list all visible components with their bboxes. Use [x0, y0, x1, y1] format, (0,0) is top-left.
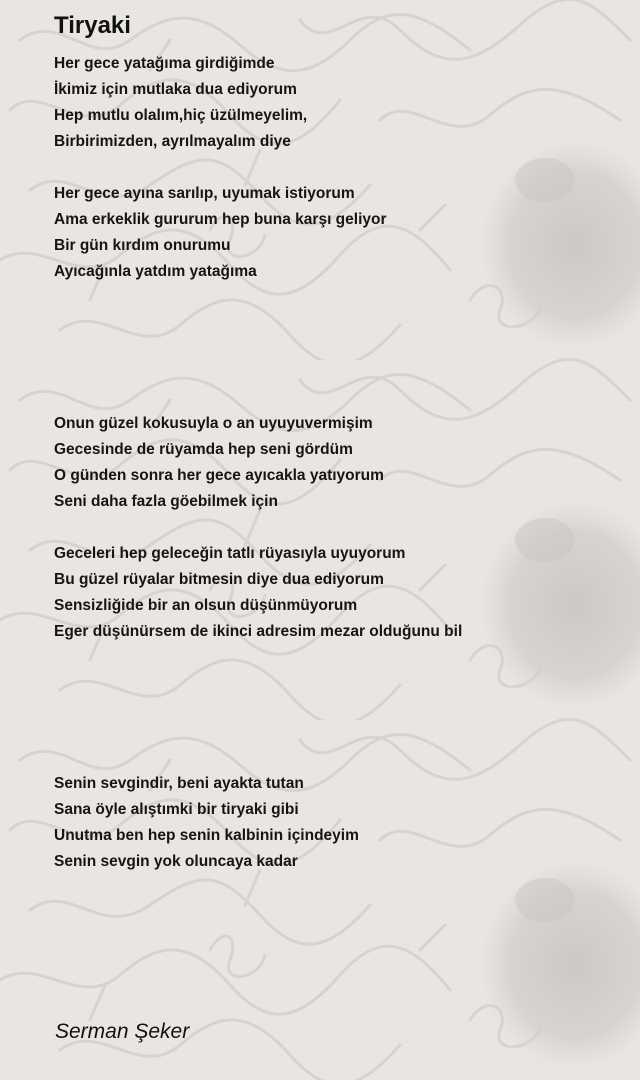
stanza-5 — [54, 771, 614, 875]
poem-line: O günden sonra her gece ayıcakla yatıyorum — [54, 467, 384, 484]
poem-line: Onun güzel kokusuyla o an uyuyuvermişim — [54, 415, 373, 432]
poem-line: Senin sevgindir, beni ayakta tutan — [54, 775, 304, 792]
poem-line: Bu güzel rüyalar bitmesin diye dua ediyorum — [54, 571, 384, 588]
poem-line: Hep mutlu olalım,hiç üzülmeyelim, — [54, 107, 308, 124]
poem-author: Serman Şeker — [55, 1020, 190, 1043]
poem-line: Senin sevgin yok oluncaya kadar — [54, 853, 298, 870]
poem-line: Eger düşünürsem de ikinci adresim mezar olduğunu bil — [54, 623, 463, 640]
stanza-1 — [54, 51, 614, 155]
poem-line: Ama erkeklik gururum hep buna karşı geliyor — [54, 211, 387, 228]
poem-line: Her gece ayına sarılıp, uyumak istiyorum — [54, 185, 355, 202]
poem-line: Her gece yatağıma girdiğimde — [54, 55, 275, 72]
stanza-4 — [54, 541, 614, 645]
poem-line: Birbirimizden, ayrılmayalım diye — [54, 133, 291, 150]
stanza-2 — [54, 181, 614, 285]
stanza-3 — [54, 411, 614, 515]
poem-line: Ayıcağınla yatdım yatağıma — [54, 263, 257, 280]
poem-line: Sana öyle alıştımki bir tiryaki gibi — [54, 801, 299, 818]
poem-line: Seni daha fazla göebilmek için — [54, 493, 278, 510]
poem-line: İkimiz için mutlaka dua ediyorum — [54, 81, 297, 98]
poem-line: Geceleri hep geleceğin tatlı rüyasıyla uyuyorum — [54, 545, 406, 562]
poem-line: Sensizliğide bir an olsun düşünmüyorum — [54, 597, 358, 614]
poem-title: Tiryaki — [54, 12, 131, 39]
poem-line: Gecesinde de rüyamda hep seni gördüm — [54, 441, 353, 458]
poem-line: Unutma ben hep senin kalbinin içindeyim — [54, 827, 359, 844]
poem-line: Bir gün kırdım onurumu — [54, 237, 231, 254]
